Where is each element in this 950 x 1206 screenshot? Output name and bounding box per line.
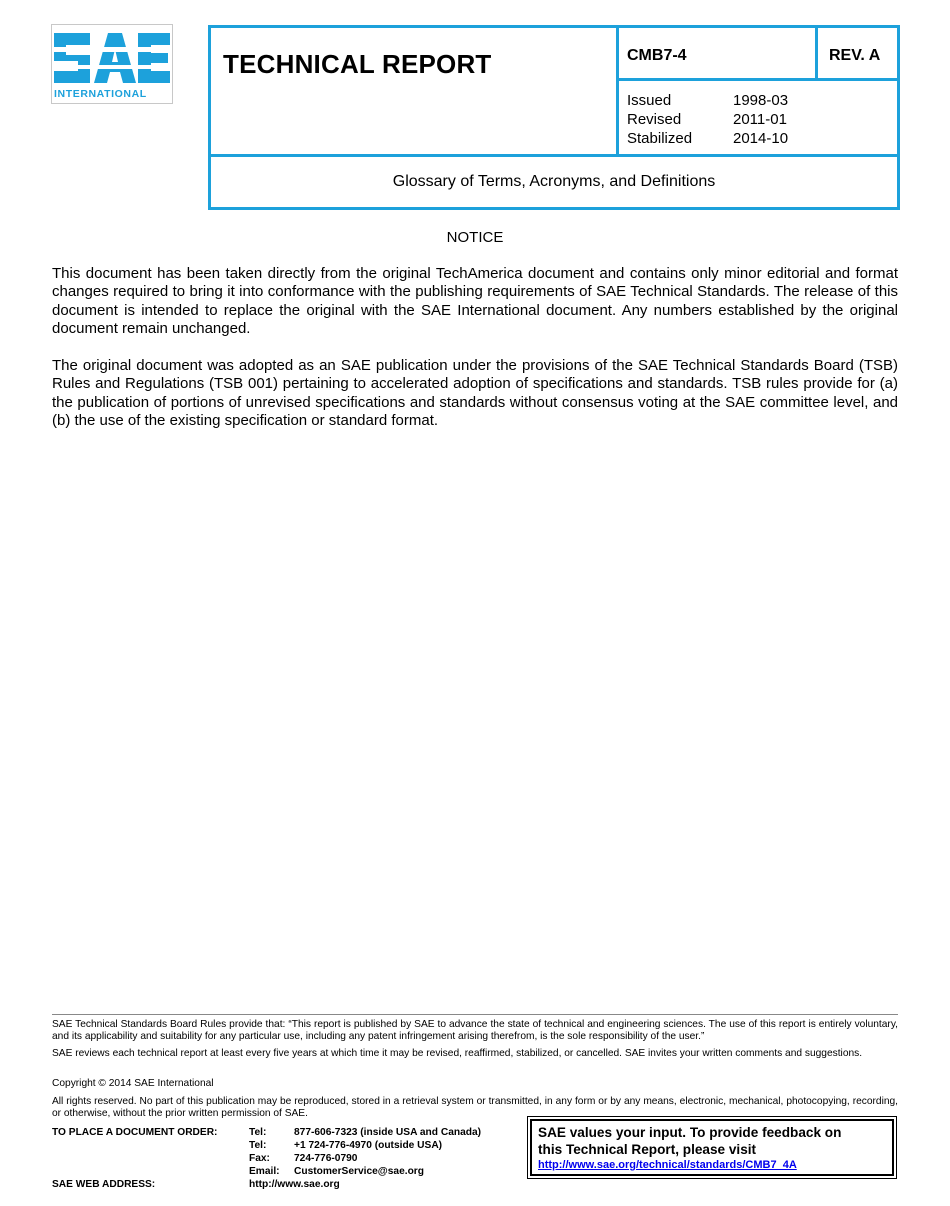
footer-note-review: SAE reviews each technical report at least every five years at which time it may be revised, reaffirmed, stabilized, or cancelled. SAE invites your written comments and suggestions. <box>52 1048 863 1059</box>
stabilized-label: Stabilized <box>627 130 693 147</box>
contact-label: Email: <box>249 1166 280 1177</box>
feedback-box-inner <box>530 1119 894 1176</box>
contact-value: +1 724-776-4970 (outside USA) <box>294 1140 443 1151</box>
copyright: Copyright © 2014 SAE International <box>52 1078 214 1089</box>
feedback-link[interactable]: http://www.sae.org/technical/standards/CMB7_4A <box>538 1159 797 1171</box>
footer-note-tsb-rules: SAE Technical Standards Board Rules provide that: “This report is published by SAE to advance the state of technical and engineering sciences. The use of this report is entirely voluntary, and its applicability and suitability for any particular use, including any patent infringement arising therefrom, is the sole responsibility of the user.” <box>52 1019 898 1042</box>
report-header <box>208 25 900 210</box>
revised-date: 2011-01 <box>733 111 787 128</box>
web-address-label: SAE WEB ADDRESS: <box>52 1179 156 1190</box>
contact-value: 877-606-7323 (inside USA and Canada) <box>294 1127 482 1138</box>
feedback-text: SAE values your input. To provide feedback on this Technical Report, please visit <box>538 1125 842 1157</box>
sae-logo <box>51 24 173 104</box>
notice-heading: NOTICE <box>446 229 504 246</box>
notice-paragraph: This document has been taken directly from the original TechAmerica document and contains only minor editorial and format changes required to bring it into conformance with the publishing requirements of SAE Technical Standards. The release of this document is intended to replace the original with the SAE International document. Any numbers established by the original document remain unchanged. <box>52 265 898 338</box>
contact-value: 724-776-0790 <box>294 1153 358 1164</box>
web-address-value: http://www.sae.org <box>249 1179 340 1190</box>
report-type-title: TECHNICAL REPORT <box>223 49 492 79</box>
contact-email: CustomerService@sae.org <box>294 1166 424 1177</box>
footer-divider <box>52 1014 898 1015</box>
contact-label: Fax: <box>249 1153 270 1164</box>
notice-paragraph: The original document was adopted as an SAE publication under the provisions of the SAE Technical Standards Board (TSB) Rules and Regulations (TSB 001) pertaining to accelerated adoption of specifications and standards. TSB rules provide for (a) the publication of portions of unrevised specifications and standards without consensus voting at the SAE committee level, and (b) the use of the existing specification or standard format. <box>52 357 898 430</box>
stabilized-date: 2014-10 <box>733 130 789 147</box>
order-label: TO PLACE A DOCUMENT ORDER: <box>52 1127 218 1138</box>
revision-label: REV. A <box>829 47 881 64</box>
issued-date: 1998-03 <box>733 92 789 109</box>
logo-subtext: INTERNATIONAL <box>54 88 147 100</box>
revised-label: Revised <box>627 111 682 128</box>
feedback-box <box>527 1116 897 1179</box>
contact-label: Tel: <box>249 1127 267 1138</box>
contact-label: Tel: <box>249 1140 267 1151</box>
issued-label: Issued <box>627 92 672 109</box>
document-title: Glossary of Terms, Acronyms, and Definitions <box>392 173 716 190</box>
footer-note-rights: All rights reserved. No part of this publication may be reproduced, stored in a retrieval system or transmitted, in any form or by any means, electronic, mechanical, photocopying, recording, or otherwise, without the prior written permission of SAE. <box>52 1096 898 1119</box>
document-number: CMB7-4 <box>627 47 687 64</box>
